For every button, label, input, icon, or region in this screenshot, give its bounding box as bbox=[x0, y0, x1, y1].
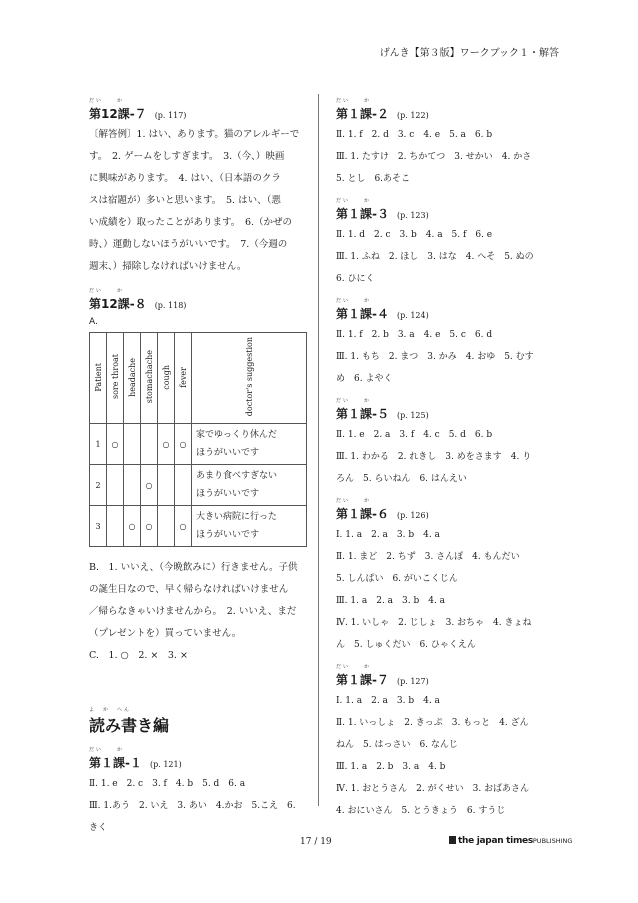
table-cell bbox=[158, 506, 175, 547]
section-furigana: だい か bbox=[89, 747, 125, 753]
section-heading bbox=[336, 406, 552, 424]
section-title: 第12課-８ bbox=[89, 297, 147, 311]
section-l1-7 bbox=[336, 662, 552, 822]
section-furigana: だい か bbox=[336, 664, 372, 670]
section-l12-8 bbox=[89, 286, 309, 667]
answer-line: に興味があります。 4. はい、（日本語のクラ bbox=[89, 173, 281, 184]
suggestion-text: あまり食べすぎない bbox=[196, 471, 278, 481]
section-heading bbox=[336, 106, 552, 124]
section-page-ref: (p. 125) bbox=[396, 411, 429, 420]
table-cell: 1 bbox=[90, 424, 107, 465]
answer-line: ん 5. しゅくだい 6. ひゃくえん bbox=[336, 640, 476, 650]
section-furigana: だい か bbox=[336, 398, 372, 404]
table-cell bbox=[124, 465, 141, 506]
section-title: 第１課-１ bbox=[89, 756, 142, 770]
answer-line: Ⅲ. 1. たすけ 2. ちかてつ 3. せかい 4. かさ bbox=[336, 152, 532, 162]
answer-line: Ⅱ. 1. e 2. a 3. f 4. c 5. d 6. b bbox=[336, 430, 493, 440]
section-title: 第１課-７ bbox=[336, 673, 389, 687]
table-cell bbox=[124, 424, 141, 465]
section-furigana: だい か bbox=[89, 98, 125, 104]
answer-line: （プレゼントを）買っていません。 bbox=[89, 628, 242, 639]
table-cell: ○ bbox=[124, 506, 141, 547]
answer-line: 5. しんぱい 6. がいこくじん bbox=[336, 574, 458, 584]
section-l12-7 bbox=[89, 96, 309, 278]
answer-line: ／帰らなきゃいけませんから。 2. いいえ、まだ bbox=[89, 606, 297, 617]
right-column bbox=[336, 96, 552, 824]
section-reading-writing bbox=[89, 705, 309, 737]
answer-line: Ⅳ. 1. おとうさん 2. がくせい 3. おばあさん bbox=[336, 784, 530, 794]
section-l1-3 bbox=[336, 196, 552, 290]
answer-line: Ⅲ. 1. a 2. b 3. a 4. b bbox=[336, 762, 446, 772]
table-cell: ○ bbox=[107, 424, 124, 465]
symptom-table bbox=[89, 332, 307, 547]
answer-line: B. 1. いいえ、（今晩飲みに）行きません。子供 bbox=[89, 562, 298, 573]
section-title: 第１課-４ bbox=[336, 307, 389, 321]
section-title: 第12課-７ bbox=[89, 107, 147, 121]
answer-line: Ⅰ. 1. a 2. a 3. b 4. a bbox=[336, 530, 440, 540]
table-header-row bbox=[90, 333, 307, 424]
answer-line: 時、）運動しないほうがいいです。 7.（今週の bbox=[89, 239, 288, 250]
answer-line: 4. おにいさん 5. とうきょう 6. すうじ bbox=[336, 806, 506, 816]
answer-line: め 6. よやく bbox=[336, 374, 393, 384]
answer-line: Ⅲ. 1. わかる 2. れきし 3. めをさます 4. り bbox=[336, 452, 532, 462]
section-heading bbox=[336, 672, 552, 690]
publisher-logo bbox=[449, 836, 572, 846]
answer-line: Ⅱ. 1. e 2. c 3. f 4. b 5. d 6. a bbox=[89, 779, 246, 789]
answer-line: きく bbox=[89, 823, 108, 833]
section-l1-2 bbox=[336, 96, 552, 190]
section-furigana: だい か bbox=[336, 198, 372, 204]
answer-line: Ⅱ. 1. まど 2. ちず 3. さんぽ 4. もんだい bbox=[336, 552, 520, 562]
table-cell bbox=[107, 506, 124, 547]
table-cell: ○ bbox=[175, 506, 192, 547]
column-divider bbox=[318, 94, 319, 806]
section-heading bbox=[89, 106, 309, 124]
answer-line: ねん 5. はっさい 6. なんじ bbox=[336, 740, 458, 750]
table-cell: ○ bbox=[175, 424, 192, 465]
publisher-suffix: PUBLISHING bbox=[532, 837, 573, 845]
answer-line: い成績を）取ったことがあります。 6.（かぜの bbox=[89, 217, 293, 228]
answer-line: スは宿題が）多いと思います。 5. はい、（悪 bbox=[89, 195, 281, 206]
table-cell: 2 bbox=[90, 465, 107, 506]
section-title: 第１課-３ bbox=[336, 207, 389, 221]
answer-line: C. 1. ○ 2. × 3. × bbox=[89, 650, 188, 661]
answer-line: 6. ひにく bbox=[336, 274, 375, 284]
section-page-ref: (p. 124) bbox=[396, 311, 429, 320]
section-l1-1 bbox=[89, 745, 309, 839]
answer-line: Ⅱ. 1. いっしょ 2. きっぷ 3. もっと 4. ざん bbox=[336, 718, 529, 728]
table-cell bbox=[107, 465, 124, 506]
table-cell: ○ bbox=[158, 424, 175, 465]
section-heading bbox=[89, 755, 309, 773]
table-cell bbox=[158, 465, 175, 506]
section-furigana: よ か へん bbox=[89, 707, 132, 713]
table-cell: ○ bbox=[141, 506, 158, 547]
section-title: 第１課-５ bbox=[336, 407, 389, 421]
column-header: Patient bbox=[93, 362, 103, 392]
answer-line: の誕生日なので、早く帰らなければいけません bbox=[89, 584, 289, 595]
column-header: cough bbox=[161, 364, 171, 390]
answer-line: Ⅲ. 1.あう 2. いえ 3. あい 4.かお 5.こえ 6. bbox=[89, 801, 296, 811]
answer-line: Ⅰ. 1. a 2. a 3. b 4. a bbox=[336, 696, 440, 706]
section-heading bbox=[89, 296, 309, 314]
section-l1-5 bbox=[336, 396, 552, 490]
answer-line: Ⅲ. 1. a 2. a 3. b 4. a bbox=[336, 596, 446, 606]
section-title: 第１課-６ bbox=[336, 507, 389, 521]
page-number: 17 / 19 bbox=[300, 837, 332, 847]
section-furigana: だい か bbox=[336, 298, 372, 304]
section-page-ref: (p. 122) bbox=[396, 111, 429, 120]
suggestion-cell bbox=[192, 506, 307, 547]
column-header: doctor's suggestion bbox=[244, 337, 254, 417]
answer-line: Ⅱ. 1. d 2. c 3. b 4. a 5. f 6. e bbox=[336, 230, 493, 240]
answer-line: ろん 5. らいねん 6. はんえい bbox=[336, 474, 467, 484]
suggestion-text: 大きい病院に行った bbox=[196, 512, 278, 522]
section-title: 第１課-２ bbox=[336, 107, 389, 121]
table-cell bbox=[141, 424, 158, 465]
answer-line: Ⅱ. 1. f 2. b 3. a 4. e 5. c 6. d bbox=[336, 330, 493, 340]
table-cell bbox=[175, 465, 192, 506]
section-page-ref: (p. 126) bbox=[396, 511, 429, 520]
section-page-ref: (p. 117) bbox=[154, 111, 187, 120]
column-header: stomachache bbox=[144, 350, 154, 404]
suggestion-cell bbox=[192, 424, 307, 465]
section-heading bbox=[336, 206, 552, 224]
section-l1-4 bbox=[336, 296, 552, 390]
table-row bbox=[90, 465, 307, 506]
section-furigana: だい か bbox=[336, 98, 372, 104]
answer-line: 〔解答例〕1. はい、あります。猫のアレルギーで bbox=[89, 129, 300, 140]
suggestion-text: ほうがいいです bbox=[196, 489, 260, 499]
section-page-ref: (p. 123) bbox=[396, 211, 429, 220]
left-column bbox=[89, 96, 309, 841]
table-cell: ○ bbox=[141, 465, 158, 506]
publisher-name: the japan times bbox=[458, 836, 533, 846]
section-l1-6 bbox=[336, 496, 552, 656]
answer-line: 5. とし 6.あそこ bbox=[336, 174, 411, 184]
section-heading bbox=[336, 506, 552, 524]
column-header: headache bbox=[127, 357, 137, 397]
column-header: sore throat bbox=[110, 354, 120, 400]
part-a-label: A. bbox=[89, 317, 98, 327]
answer-line: Ⅳ. 1. いしゃ 2. じしょ 3. おちゃ 4. きょね bbox=[336, 618, 532, 628]
answer-line: Ⅲ. 1. ふね 2. ほし 3. はな 4. へそ 5. ぬの bbox=[336, 252, 534, 262]
section-furigana: だい か bbox=[336, 498, 372, 504]
table-row bbox=[90, 506, 307, 547]
column-header: fever bbox=[178, 366, 188, 388]
answer-line: Ⅲ. 1. もち 2. まつ 3. かみ 4. おゆ 5. むす bbox=[336, 352, 534, 362]
section-page-ref: (p. 121) bbox=[149, 760, 182, 769]
suggestion-text: 家でゆっくり休んだ bbox=[196, 430, 277, 440]
section-page-ref: (p. 118) bbox=[154, 301, 187, 310]
answer-line: す。 2. ゲームをしすぎます。 3.（今、）映画 bbox=[89, 151, 285, 162]
suggestion-text: ほうがいいです bbox=[196, 448, 260, 458]
section-heading bbox=[336, 306, 552, 324]
logo-mark-icon bbox=[449, 836, 456, 844]
answer-line: Ⅱ. 1. f 2. d 3. c 4. e 5. a 6. b bbox=[336, 130, 493, 140]
section-furigana: だい か bbox=[89, 288, 125, 294]
suggestion-text: ほうがいいです bbox=[196, 530, 260, 540]
section-page-ref: (p. 127) bbox=[396, 677, 429, 686]
table-row bbox=[90, 424, 307, 465]
document-header: げんき【第３版】ワークブック１・解答 bbox=[379, 48, 559, 59]
table-cell: 3 bbox=[90, 506, 107, 547]
part-title: 読み書き編 bbox=[89, 716, 170, 735]
answer-line: 週末、）掃除しなければいけません。 bbox=[89, 261, 247, 272]
suggestion-cell bbox=[192, 465, 307, 506]
